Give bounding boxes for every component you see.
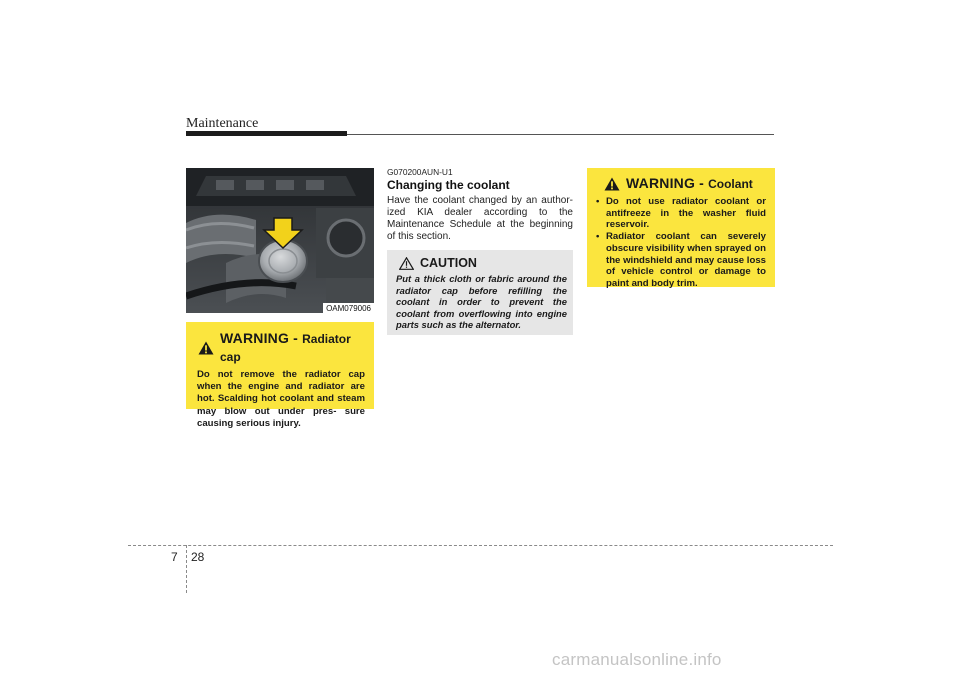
footer-rule	[128, 545, 833, 546]
caution-triangle-icon	[399, 257, 414, 270]
warning-radiator-cap-box	[186, 322, 374, 429]
warning-title: Coolant	[708, 177, 753, 191]
warning-prefix: WARNING -	[626, 175, 709, 191]
watermark: carmanualsonline.info	[552, 650, 722, 669]
list-item: • Radiator coolant can severely obscure visibility when sprayed on the windshield and may cause loss of vehicle control or damage to paint and body trim.	[596, 231, 766, 290]
caution-body: Put a thick cloth or fabric around the radiator cap before refilling the coolant in order to prevent the coolant from overflowing into engine parts such as the alternator.	[396, 273, 567, 331]
engine-photo	[186, 168, 374, 313]
warning-body: Do not remove the radiator cap when the engine and radiator are hot. Scalding hot coolant and steam may blow out under pres- sure causing serious injury.	[197, 369, 365, 429]
warning-header	[604, 175, 766, 193]
page-number: 28	[191, 550, 205, 564]
list-item: • Do not use radiator coolant or antifreeze in the washer fluid reservoir.	[596, 196, 766, 231]
warning-list	[596, 196, 766, 290]
photo-label: OAM079006	[323, 303, 374, 313]
header-title: Maintenance	[186, 116, 259, 131]
caution-header	[399, 256, 567, 270]
caution-title: CAUTION	[420, 256, 477, 270]
header-rule-thick	[186, 131, 347, 136]
header-rule-thin	[347, 134, 774, 135]
chapter-number: 7	[171, 550, 178, 564]
caution-box	[387, 250, 573, 335]
warning-prefix: WARNING -	[220, 330, 303, 346]
warning-triangle-icon	[198, 341, 214, 355]
footer-divider	[186, 545, 187, 593]
engine-illustration	[186, 168, 374, 313]
section-body: Have the coolant changed by an author- ized KIA dealer according to the Maintenance Schedule at the beginning of this section.	[387, 195, 573, 242]
warning-header	[198, 330, 365, 366]
section-heading: Changing the coolant	[387, 178, 510, 192]
section-code: G070200AUN-U1	[387, 167, 453, 177]
warning-triangle-icon	[604, 177, 620, 191]
warning-title: Radiator cap	[220, 332, 351, 364]
warning-coolant-box	[587, 168, 775, 287]
